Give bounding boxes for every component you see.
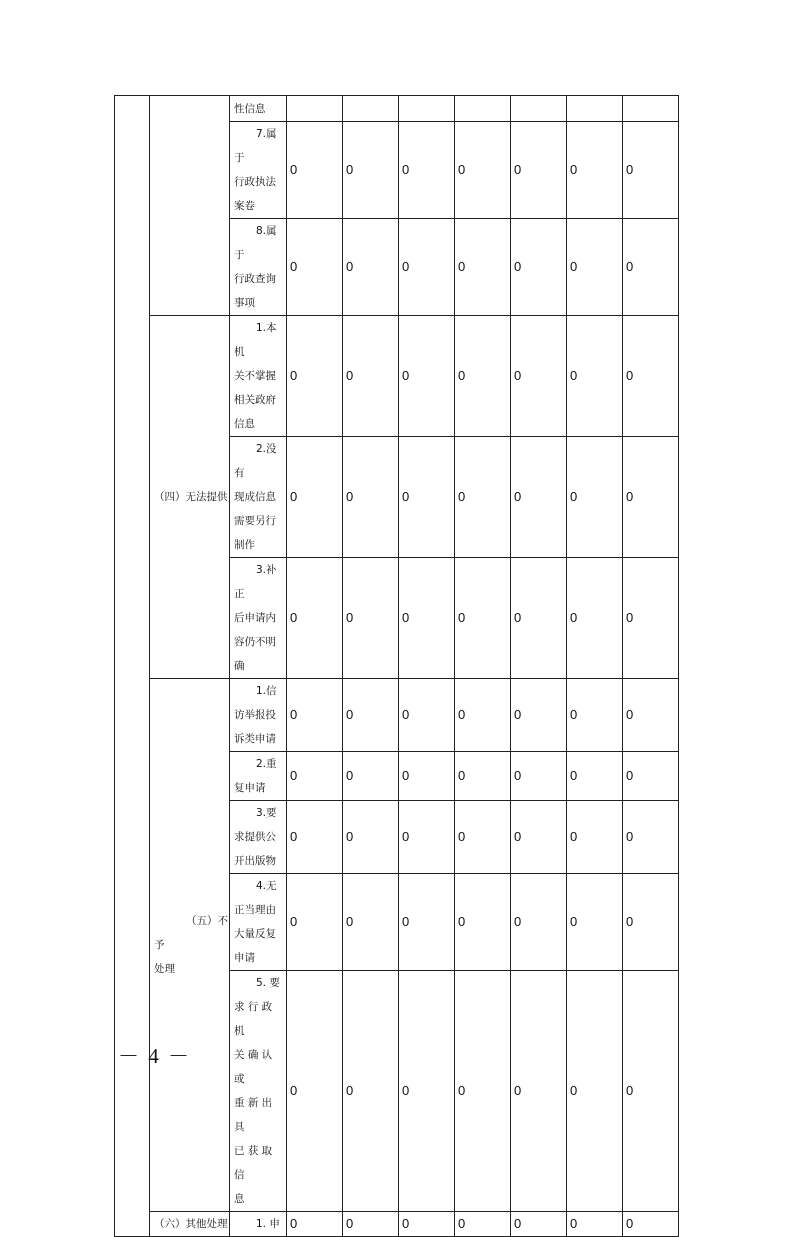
value-cell: 0 [343,1212,399,1237]
category-label-line: （五）不予 [154,915,228,951]
row-label-line: 信息 [234,418,255,430]
row-label-fragment: 性信息 [230,96,287,122]
value-cell: 0 [287,801,343,874]
row-label-line: 开出版物 [234,855,276,867]
value-cell: 0 [455,1212,511,1237]
value-cell: 0 [343,752,399,801]
value-cell: 0 [567,971,623,1212]
value-cell: 0 [511,679,567,752]
row-label-line: 3.要 [256,807,277,819]
row-label-line: 访举报投 [234,709,276,721]
row-label [230,122,287,219]
row-label-line: 8.属于 [234,225,277,261]
row-label-line: 关 确 认 或 [234,1049,273,1085]
value-cell: 0 [623,971,679,1212]
value-cell: 0 [511,437,567,558]
value-cell: 0 [455,219,511,316]
value-cell: 0 [623,874,679,971]
value-cell: 0 [455,437,511,558]
value-cell: 0 [567,316,623,437]
category-label-line: 处理 [154,963,175,975]
value-cell: 0 [623,1212,679,1237]
table-row [115,1212,679,1237]
value-cell: 0 [287,558,343,679]
row-label-line: 重 新 出 具 [234,1097,273,1133]
empty-cell [511,96,567,122]
value-cell: 0 [399,437,455,558]
value-cell: 0 [399,801,455,874]
value-cell: 0 [567,122,623,219]
row-label-line: 求 行 政 机 [234,1001,273,1037]
value-cell: 0 [287,316,343,437]
category-label-other: （六）其他处理 [150,1212,230,1237]
row-label-line: 相关政府 [234,394,276,406]
value-cell: 0 [455,679,511,752]
value-cell: 0 [567,219,623,316]
value-cell: 0 [343,679,399,752]
value-cell: 0 [343,558,399,679]
value-cell: 0 [567,679,623,752]
value-cell: 0 [287,679,343,752]
row-label-line: 确 [234,660,245,672]
value-cell: 0 [623,219,679,316]
value-cell: 0 [399,874,455,971]
value-cell: 0 [399,219,455,316]
value-cell: 0 [455,316,511,437]
row-label-line: 现成信息 [234,491,276,503]
page-number: － 4 － [118,1044,191,1068]
row-label-line: 1. 申 [256,1218,280,1230]
value-cell: 0 [567,437,623,558]
row-label-line: 制作 [234,539,255,551]
value-cell: 0 [287,971,343,1212]
empty-cell [399,96,455,122]
row-label [230,874,287,971]
value-cell: 0 [511,219,567,316]
value-cell: 0 [567,1212,623,1237]
row-label [230,219,287,316]
empty-cell [567,96,623,122]
row-label-line: 2.重 [256,758,277,770]
value-cell: 0 [399,971,455,1212]
value-cell: 0 [343,316,399,437]
row-label [230,1212,287,1237]
row-label-line: 行政执法 [234,176,276,188]
row-label-line: 4.无 [256,880,277,892]
row-label-line: 关不掌握 [234,370,276,382]
row-label-line: 复申请 [234,782,266,794]
table-row [115,96,679,122]
row-label-line: 行政查询 [234,273,276,285]
value-cell: 0 [287,437,343,558]
value-cell: 0 [287,752,343,801]
value-cell: 0 [623,437,679,558]
row-label [230,801,287,874]
value-cell: 0 [623,558,679,679]
category-label-unable: （四）无法提供 [150,316,230,679]
empty-cell [455,96,511,122]
row-label [230,558,287,679]
empty-cell [623,96,679,122]
value-cell: 0 [511,874,567,971]
value-cell: 0 [343,971,399,1212]
row-label-line: 2.没有 [234,443,277,479]
value-cell: 0 [399,316,455,437]
table-row [115,316,679,437]
value-cell: 0 [399,122,455,219]
row-label-line: 求提供公 [234,831,276,843]
value-cell: 0 [623,752,679,801]
value-cell: 0 [455,801,511,874]
value-cell: 0 [399,558,455,679]
value-cell: 0 [343,437,399,558]
value-cell: 0 [399,752,455,801]
value-cell: 0 [511,1212,567,1237]
value-cell: 0 [623,679,679,752]
value-cell: 0 [567,558,623,679]
category-label-not-processed [150,679,230,1212]
value-cell: 0 [287,122,343,219]
value-cell: 0 [511,122,567,219]
value-cell: 0 [455,752,511,801]
row-label-line: 5. 要 [256,977,280,989]
row-label-line: 需要另行 [234,515,276,527]
row-label-line: 容仍不明 [234,636,276,648]
value-cell: 0 [511,316,567,437]
row-label [230,679,287,752]
row-label [230,752,287,801]
value-cell: 0 [511,558,567,679]
value-cell: 0 [567,874,623,971]
value-cell: 0 [567,801,623,874]
row-label-line: 3.补正 [234,564,277,600]
value-cell: 0 [511,971,567,1212]
row-label-line: 1.信 [256,685,277,697]
row-label-line: 申请 [234,952,255,964]
row-label-line: 1.本机 [234,322,277,358]
value-cell: 0 [623,122,679,219]
row-label-line: 7.属于 [234,128,277,164]
value-cell: 0 [455,122,511,219]
row-label [230,971,287,1212]
value-cell: 0 [343,874,399,971]
value-cell: 0 [623,801,679,874]
value-cell: 0 [343,801,399,874]
empty-cell [287,96,343,122]
row-label-line: 事项 [234,297,255,309]
row-label-line: 后申请内 [234,612,276,624]
value-cell: 0 [343,219,399,316]
row-label-line: 大量反复 [234,928,276,940]
value-cell: 0 [343,122,399,219]
category-cell-upper [150,96,230,316]
value-cell: 0 [455,874,511,971]
value-cell: 0 [287,219,343,316]
empty-cell [343,96,399,122]
row-label-line: 已 获 取 信 [234,1145,273,1181]
value-cell: 0 [287,874,343,971]
value-cell: 0 [567,752,623,801]
row-label [230,316,287,437]
value-cell: 0 [287,1212,343,1237]
value-cell: 0 [511,801,567,874]
disclosure-table [114,95,679,1237]
value-cell: 0 [399,1212,455,1237]
value-cell: 0 [623,316,679,437]
row-label-line: 案卷 [234,200,255,212]
row-label-line: 息 [234,1193,245,1205]
row-label [230,437,287,558]
row-label-line: 正当理由 [234,904,276,916]
table-row [115,679,679,752]
value-cell: 0 [399,679,455,752]
row-label-line: 诉类申请 [234,733,276,745]
value-cell: 0 [511,752,567,801]
value-cell: 0 [455,971,511,1212]
value-cell: 0 [455,558,511,679]
